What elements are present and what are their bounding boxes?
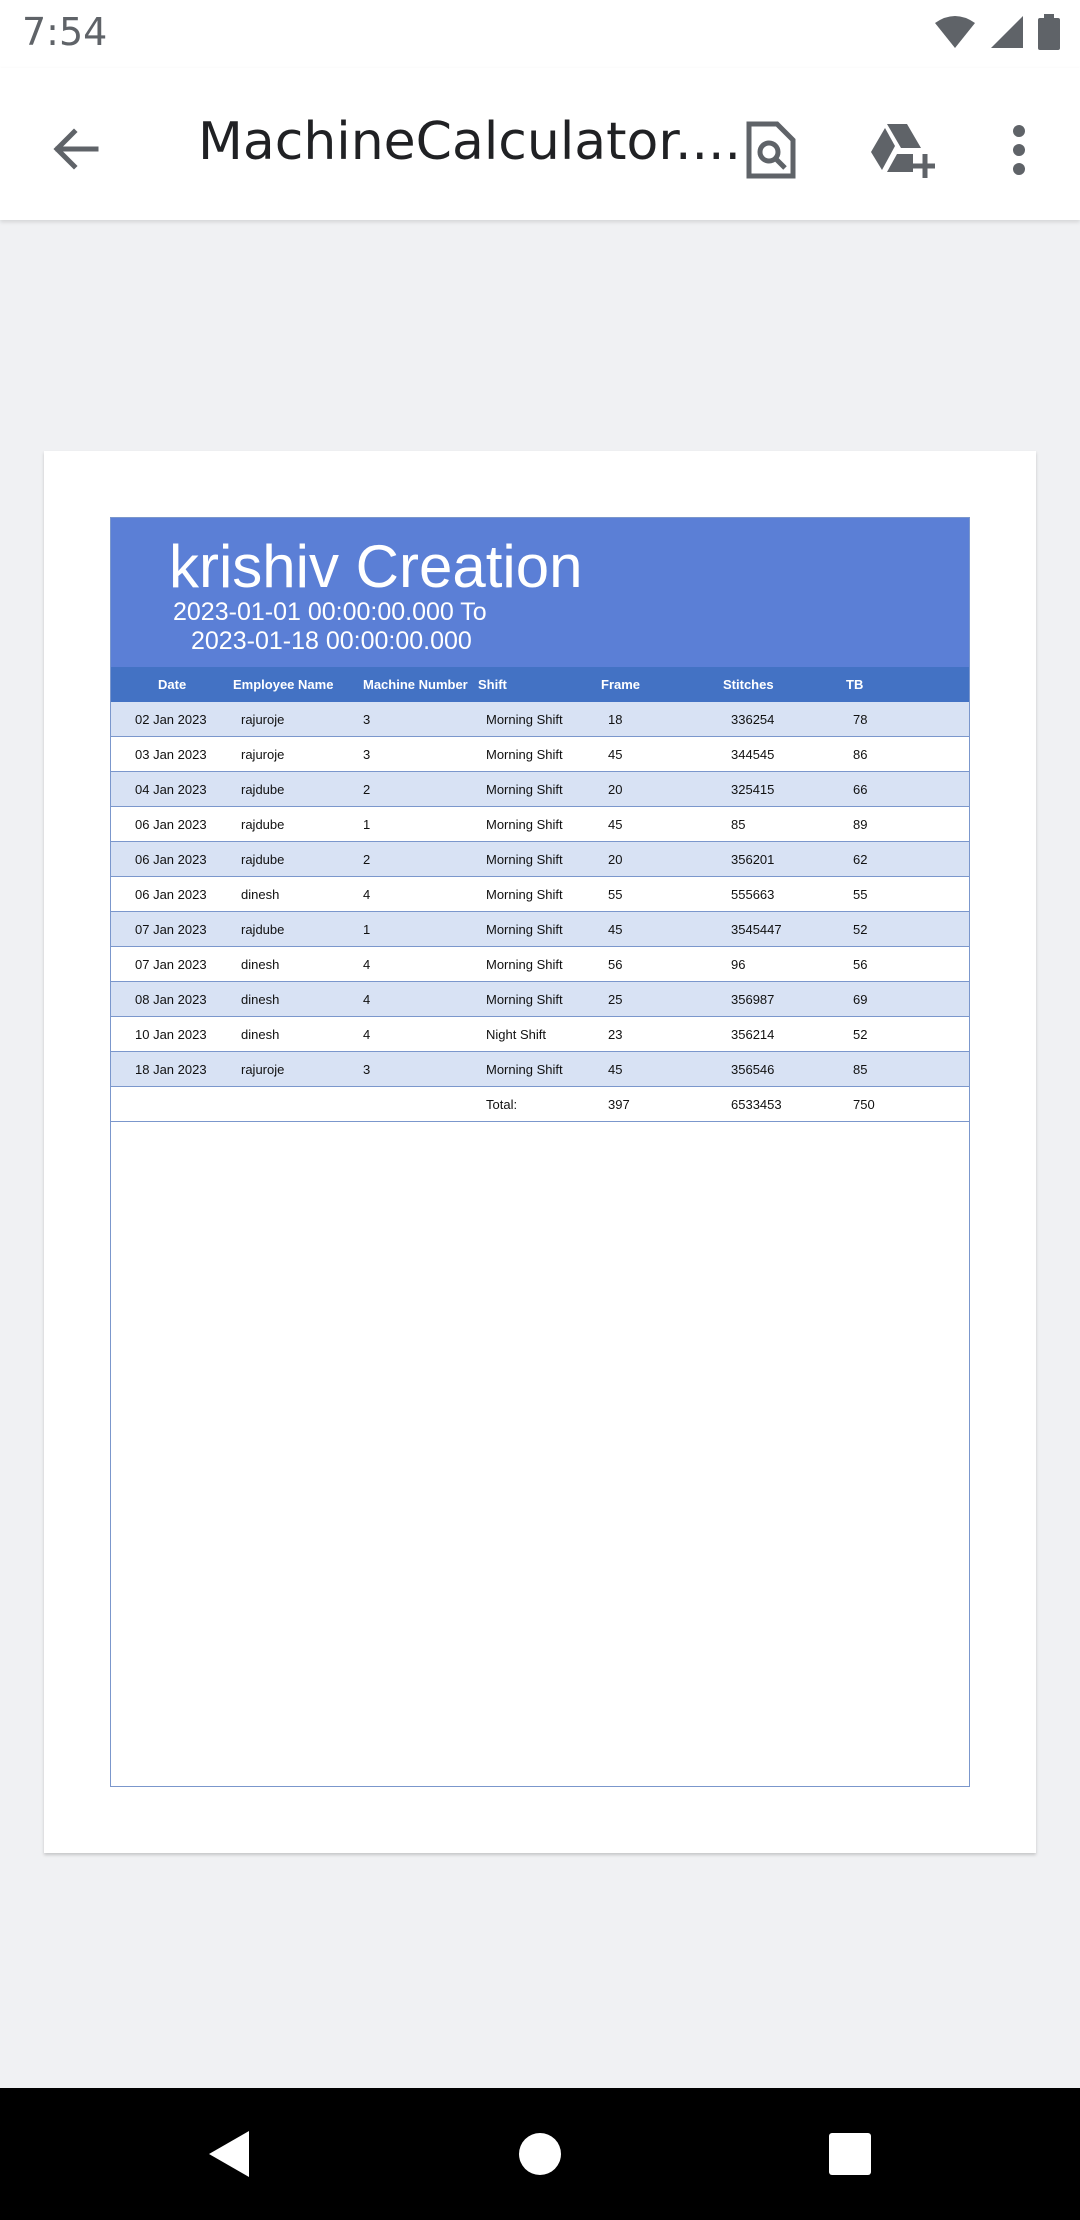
cell-date: 18 Jan 2023 (135, 1062, 207, 1077)
cell-employee-name: dinesh (241, 957, 280, 972)
cell-stitches: 85 (731, 817, 746, 832)
cell-frame: 23 (608, 1027, 623, 1042)
cell-employee-name: rajuroje (241, 747, 285, 762)
cell-machine-number: 4 (363, 992, 371, 1007)
cell-tb: 69 (853, 992, 868, 1007)
signal-icon (990, 15, 1024, 49)
cell-machine-number: 3 (363, 712, 371, 727)
more-options-button[interactable] (979, 110, 1059, 190)
table-row (111, 982, 969, 1017)
add-to-drive-button[interactable] (862, 110, 942, 190)
nav-recents-button[interactable] (820, 2124, 880, 2184)
cell-shift: Morning Shift (486, 712, 563, 727)
cell-machine-number: 2 (363, 782, 371, 797)
table-header (111, 667, 969, 702)
column-header-stitches: Stitches (723, 677, 774, 692)
cell-employee-name: rajdube (241, 922, 285, 937)
nav-recents-icon (828, 2132, 872, 2176)
cell-shift: Morning Shift (486, 817, 563, 832)
cell-tb: 52 (853, 922, 868, 937)
company-name: krishiv Creation (169, 533, 583, 600)
more-vert-icon (1011, 125, 1027, 175)
app-bar (0, 68, 1080, 220)
cell-machine-number: 3 (363, 1062, 371, 1077)
cell-date: 04 Jan 2023 (135, 782, 207, 797)
table-row (111, 737, 969, 772)
cell-frame: 45 (608, 817, 623, 832)
cell-machine-number: 3 (363, 747, 371, 762)
report-header (111, 518, 969, 667)
cell-employee-name: rajdube (241, 817, 285, 832)
cell-frame: 55 (608, 887, 623, 902)
cell-shift: Morning Shift (486, 957, 563, 972)
cell-frame: 20 (608, 782, 623, 797)
column-header-employee-name: Employee Name (233, 677, 334, 692)
cell-machine-number: 2 (363, 852, 371, 867)
cell-frame: 56 (608, 957, 623, 972)
total-row (111, 1087, 969, 1122)
cell-date: 06 Jan 2023 (135, 852, 207, 867)
cell-date: 02 Jan 2023 (135, 712, 207, 727)
cell-employee-name: rajdube (241, 852, 285, 867)
table-row (111, 772, 969, 807)
cell-date: 06 Jan 2023 (135, 817, 207, 832)
cell-tb: 56 (853, 957, 868, 972)
total-stitches: 6533453 (731, 1097, 782, 1112)
column-header-date: Date (158, 677, 187, 692)
cell-tb: 55 (853, 887, 868, 902)
status-icons (934, 14, 1060, 50)
cell-stitches: 336254 (731, 712, 775, 727)
cell-shift: Morning Shift (486, 747, 563, 762)
cell-shift: Morning Shift (486, 992, 563, 1007)
cell-date: 07 Jan 2023 (135, 957, 207, 972)
nav-back-button[interactable] (198, 2124, 258, 2184)
cell-frame: 45 (608, 747, 623, 762)
document-title: MachineCalculator.... (198, 112, 742, 172)
cell-date: 10 Jan 2023 (135, 1027, 207, 1042)
cell-stitches: 356214 (731, 1027, 775, 1042)
cell-employee-name: dinesh (241, 1027, 280, 1042)
cell-employee-name: rajdube (241, 782, 285, 797)
date-range-from: 2023-01-01 00:00:00.000 To (173, 598, 487, 626)
cell-frame: 45 (608, 922, 623, 937)
navigation-bar (0, 2088, 1080, 2220)
cell-date: 03 Jan 2023 (135, 747, 207, 762)
table-row (111, 702, 969, 737)
cell-tb: 86 (853, 747, 868, 762)
find-in-page-icon (745, 120, 797, 180)
cell-shift: Morning Shift (486, 852, 563, 867)
cell-frame: 25 (608, 992, 623, 1007)
column-header-tb: TB (846, 677, 864, 692)
cell-machine-number: 4 (363, 957, 371, 972)
cell-employee-name: dinesh (241, 992, 280, 1007)
report-document (110, 517, 970, 1787)
find-in-page-button[interactable] (731, 110, 811, 190)
column-header-machine-number: Machine Number (363, 677, 468, 692)
cell-employee-name: dinesh (241, 887, 280, 902)
arrow-back-icon (50, 124, 100, 174)
cell-stitches: 325415 (731, 782, 775, 797)
cell-frame: 45 (608, 1062, 623, 1077)
total-label: Total: (486, 1097, 518, 1112)
table-row (111, 1017, 969, 1052)
pdf-page (44, 451, 1036, 1853)
table-row (111, 947, 969, 982)
wifi-icon (934, 15, 976, 49)
cell-employee-name: rajuroje (241, 712, 285, 727)
cell-shift: Night Shift (486, 1027, 546, 1042)
cell-frame: 20 (608, 852, 623, 867)
nav-home-icon (518, 2132, 562, 2176)
date-range-to: 2023-01-18 00:00:00.000 (191, 627, 472, 655)
add-to-drive-icon (869, 122, 935, 178)
cell-tb: 52 (853, 1027, 868, 1042)
cell-shift: Morning Shift (486, 887, 563, 902)
cell-date: 07 Jan 2023 (135, 922, 207, 937)
column-header-frame: Frame (601, 677, 641, 692)
cell-shift: Morning Shift (486, 782, 563, 797)
cell-stitches: 344545 (731, 747, 775, 762)
cell-shift: Morning Shift (486, 922, 563, 937)
table-row (111, 912, 969, 947)
table-row (111, 842, 969, 877)
cell-date: 06 Jan 2023 (135, 887, 207, 902)
cell-tb: 85 (853, 1062, 868, 1077)
cell-tb: 78 (853, 712, 868, 727)
back-button[interactable] (40, 114, 110, 184)
cell-stitches: 356546 (731, 1062, 775, 1077)
cell-machine-number: 1 (363, 922, 371, 937)
cell-machine-number: 4 (363, 1027, 371, 1042)
cell-machine-number: 1 (363, 817, 371, 832)
cell-shift: Morning Shift (486, 1062, 563, 1077)
battery-icon (1038, 14, 1060, 50)
table-row (111, 807, 969, 842)
cell-tb: 89 (853, 817, 868, 832)
cell-tb: 62 (853, 852, 868, 867)
status-bar (0, 0, 1080, 68)
cell-stitches: 3545447 (731, 922, 782, 937)
cell-date: 08 Jan 2023 (135, 992, 207, 1007)
cell-stitches: 555663 (731, 887, 775, 902)
nav-back-icon (205, 2129, 251, 2179)
column-header-shift: Shift (478, 677, 507, 692)
cell-employee-name: rajuroje (241, 1062, 285, 1077)
cell-stitches: 356987 (731, 992, 775, 1007)
total-frame: 397 (608, 1097, 630, 1112)
cell-stitches: 96 (731, 957, 746, 972)
table-row (111, 877, 969, 912)
cell-machine-number: 4 (363, 887, 371, 902)
nav-home-button[interactable] (510, 2124, 570, 2184)
table-row (111, 1052, 969, 1087)
status-time: 7:54 (22, 10, 108, 54)
cell-stitches: 356201 (731, 852, 775, 867)
cell-frame: 18 (608, 712, 623, 727)
total-tb: 750 (853, 1097, 875, 1112)
cell-tb: 66 (853, 782, 868, 797)
